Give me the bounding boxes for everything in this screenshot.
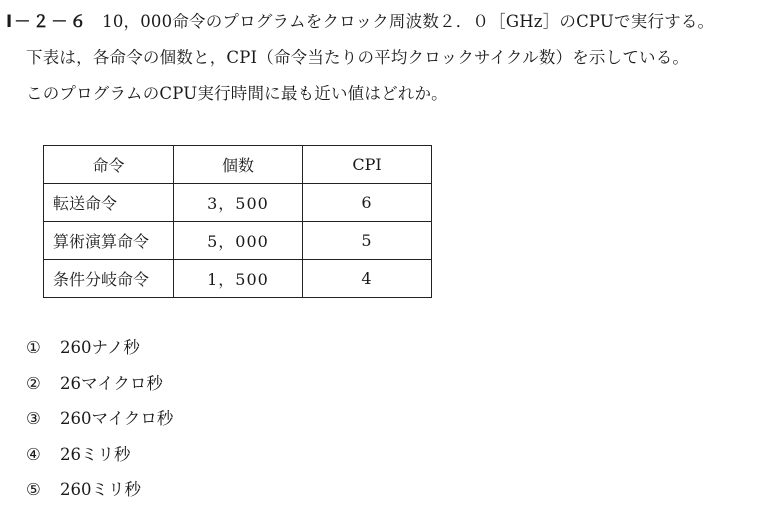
question-number: Ⅰ－２－６ [6,12,89,31]
row-count: 1，500 [174,260,303,298]
question-sentence-1: 10，000命令のプログラムをクロック周波数２．０［GHz］のCPUで実行する。 [102,12,715,31]
header-count: 個数 [174,146,303,184]
row-instruction-name: 転送命令 [44,184,174,222]
row-cpi: 6 [303,184,432,222]
choice-text: 26マイクロ秒 [60,373,163,393]
header-instruction: 命令 [44,146,174,184]
question-line-2: 下表は，各命令の個数と，CPI（命令当たりの平均クロックサイクル数）を示している。 [26,48,690,67]
choice-mark: ① [26,338,41,357]
question-text [6,4,758,112]
row-count: 3，500 [174,184,303,222]
instruction-table [43,145,432,298]
choice-text: 26ミリ秒 [60,444,131,464]
choice-2[interactable] [26,366,173,402]
table-header-row [44,146,432,184]
question-line-3: このプログラムのCPU実行時間に最も近い値はどれか。 [26,84,448,103]
question-line-1 [6,4,758,40]
row-instruction-name: 算術演算命令 [44,222,174,260]
choice-3[interactable] [26,401,173,437]
row-cpi: 5 [303,222,432,260]
header-cpi: CPI [303,146,432,184]
table-row [44,260,432,298]
row-instruction-name: 条件分岐命令 [44,260,174,298]
choice-4[interactable] [26,437,173,473]
choice-1[interactable] [26,330,173,366]
table-row [44,222,432,260]
choice-5[interactable] [26,472,173,508]
row-count: 5，000 [174,222,303,260]
choice-text: 260ナノ秒 [60,338,140,357]
row-cpi: 4 [303,260,432,298]
choice-mark: ② [26,373,41,393]
choice-mark: ⑤ [26,480,41,499]
choice-text: 260ミリ秒 [60,480,141,499]
choice-mark: ③ [26,409,41,428]
answer-choices [26,330,173,508]
table-row [44,184,432,222]
choice-text: 260マイクロ秒 [60,409,174,428]
choice-mark: ④ [26,444,41,464]
